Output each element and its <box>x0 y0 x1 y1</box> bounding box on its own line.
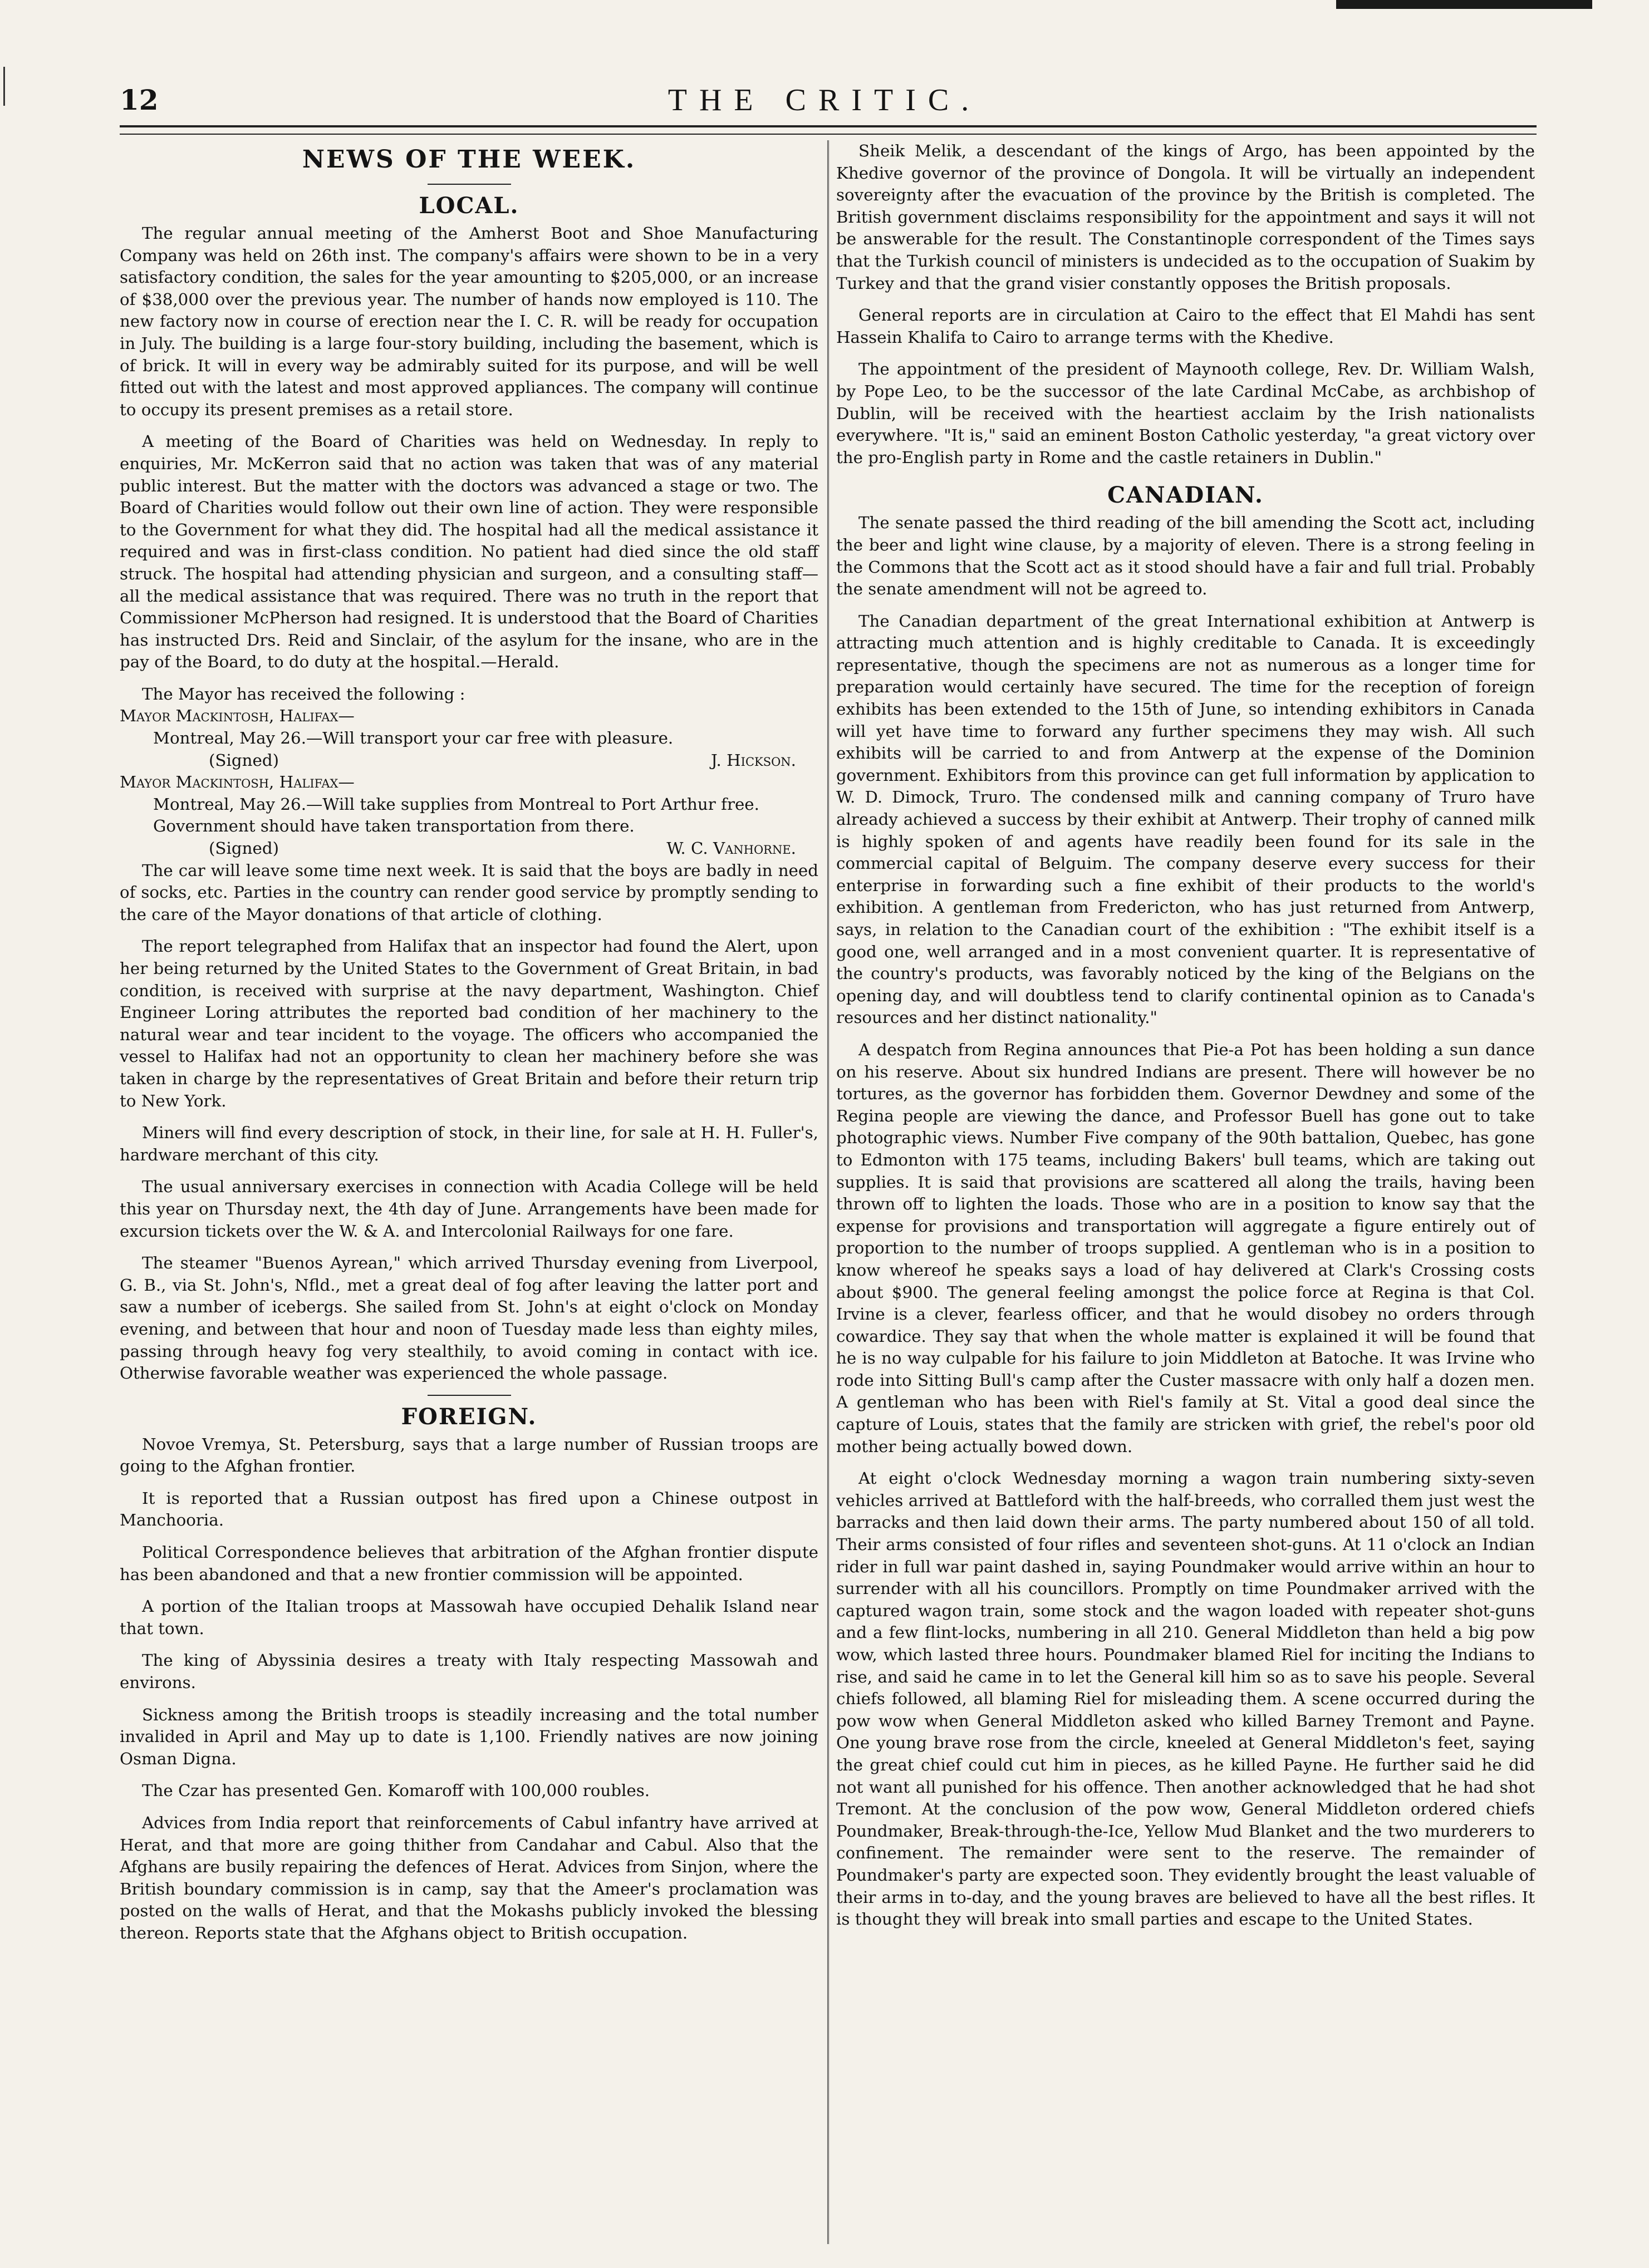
article-paragraph: The usual anniversary exercises in connection with Acadia College will be held this year on Thursday next, the 4th day of June. Arrangements have been made for excursion tickets over the W. & A. and Intercolonial Railways for one fare. <box>120 1177 818 1241</box>
masthead: THE CRITIC. <box>668 83 981 117</box>
article-paragraph: A despatch from Regina announces that Pie-a Pot has been holding a sun dance on his reserve. About six hundred Indians are present. There will however be no tortures, as the governor has forbidden them. Governor Dewdney and some of the Regina people are viewing the dance, and Professor Buell has gone out to take photographic views. Number Five company of the 90th battalion, Quebec, has gone to Edmonton with 175 teams, including Bakers' bull teams, which are taking out supplies. It is said that provisions are scattered all along the trails, having been thrown off to lighten the loads. Those who are in a position to know say that the expense for provisions and transportation will aggregate a figure entirely out of proportion to the number of troops supplied. A gentleman who is in a position to know whereof he speaks says a load of hay delivered at Clark's Crossing costs about $900. The general feeling amongst the police force at Regina is that Col. Irvine is a clever, fearless officer, and that he would disobey no orders through cowardice. They say that when the whole matter is explained it will be found that he is no way culpable for his failure to join Middleton at Batoche. It was Irvine who rode into Sitting Bull's camp after the Custer massacre with only half a dozen men. A gentleman who has been with Riel's family at St. Vital a good deal since the capture of Louis, states that the family are stricken with grief, the rebel's poor old mother being actually bowed down. <box>836 1040 1535 1456</box>
page-number: 12 <box>120 83 159 116</box>
article-paragraph: The appointment of the president of Maynooth college, Rev. Dr. William Walsh, by Pope Leo, to be the successor of the late Cardinal McCabe, as archbishop of Dublin, will be received with the heartiest acclaim by the Irish nationalists everywhere. "It is," said an eminent Boston Catholic yesterday, "a great victory over the pro-English party in Rome and the castle retainers in Dublin." <box>836 360 1535 467</box>
article-paragraph: The senate passed the third reading of the bill amending the Scott act, including the beer and light wine clause, by a majority of eleven. There is a strong feeling in the Commons that the Scott act as it stood should have a fair and full trial. Probably the senate amendment will not be agreed to. <box>836 513 1535 599</box>
article-paragraph: The steamer "Buenos Ayrean," which arrived Thursday evening from Liverpool, G. B., via St. John's, Nfld., met a great deal of fog after leaving the latter port and saw a number of icebergs. She sailed from St. John's at eight o'clock on Monday evening, and between that hour and noon of Tuesday made less than eighty miles, passing through heavy fog very stealthily, to avoid coming in contact with ice. Otherwise favorable weather was experienced the whole passage. <box>120 1253 818 1383</box>
signed-label: (Signed) <box>209 750 279 770</box>
foreign-heading: FOREIGN. <box>401 1403 537 1430</box>
local-heading: LOCAL. <box>419 193 519 219</box>
article-paragraph: A portion of the Italian troops at Massowah have occupied Dehalik Island near that town. <box>120 1597 818 1638</box>
canadian-heading: CANADIAN. <box>1107 482 1264 509</box>
article-paragraph: The regular annual meeting of the Amherst Boot and Shoe Manufacturing Company was held on 26th inst. The company's affairs were shown to be in a very satisfactory condition, the sales for the year amounting to $205,000, or an increase of $38,000 over the previous year. The number of hands now employed is 110. The new factory now in course of erection near the I. C. R. will be ready for occupation in July. The building is a large four-story building, including the basement, which is of brick. It will in every way be admirably suited for its purpose, and will be well fitted out with the latest and most approved appliances. The company will continue to occupy its present premises as a retail store. <box>120 224 818 419</box>
article-paragraph: Political Correspondence believes that arbitration of the Afghan frontier dispute has been abandoned and that a new frontier commission will be appointed. <box>120 1543 818 1584</box>
article-paragraph: The report telegraphed from Halifax that an inspector had found the Alert, upon her being returned by the United States to the Government of Great Britain, in bad condition, is received with surprise at the navy department, Washington. Chief Engineer Loring attributes the reported bad condition of her machinery to the natural wear and tear incident to the voyage. The officers who accompanied the vessel to Halifax had not an opportunity to clean her machinery before she was taken in charge by the representatives of Great Britain and before their return trip to New York. <box>120 937 818 1110</box>
telegram-body: Montreal, May 26.—Will take supplies from Montreal to Port Arthur free. Government should have taken transportation from there. <box>153 794 759 836</box>
telegram-body: Montreal, May 26.—Will transport your car free with pleasure. <box>153 729 674 748</box>
article-paragraph: The king of Abyssinia desires a treaty with Italy respecting Massowah and environs. <box>120 1651 818 1693</box>
article-paragraph: Novoe Vremya, St. Petersburg, says that a large number of Russian troops are going to the Afghan frontier. <box>120 1434 818 1476</box>
article-paragraph: The Czar has presented Gen. Komaroff with 100,000 roubles. <box>142 1781 650 1800</box>
article-paragraph: A meeting of the Board of Charities was held on Wednesday. In reply to enquiries, Mr. McKerron said that no action was taken that was of any material public interest. But the matter with the doctors was advanced a stage or two. The Board of Charities would follow out their own line of action. They were responsible to the Government for what they did. The hospital had all the medical assistance it required and was in first-class condition. No patient had died since the old staff struck. The hospital had attending physician and surgeon, and a consulting staff—all the medical assistance that was required. There was no truth in the report that Commissioner McPherson had resigned. It is understood that the Board of Charities has instructed Drs. Reid and Sinclair, of the asylum for the insane, who are in the pay of the Board, to do duty at the hospital.—Herald. <box>120 432 818 672</box>
mayor-intro: The Mayor has received the following : <box>142 684 465 703</box>
section-rule <box>428 1395 511 1396</box>
mayor-telegrams <box>120 683 818 860</box>
telegram-recipient: Mayor Mackintosh, Halifax— <box>120 773 355 792</box>
telegram-signature <box>120 750 818 772</box>
telegram-sender: W. C. Vanhorne. <box>666 839 796 858</box>
article-paragraph: At eight o'clock Wednesday morning a wagon train numbering sixty-seven vehicles arrived at Battleford with the half-breeds, who corralled them just west the barracks and then laid down their arms. The party numbered about 150 of all told. Their arms consisted of four rifles and seventeen shot-guns. At 11 o'clock an Indian rider in full war paint dashed in, saying Poundmaker would arrive within an hour to surrender with all his councillors. Promptly on time Poundmaker arrived with the captured wagon train, some stock and the wagon loaded with repeater shot-guns and a few flint-locks, numbering in all 210. General Middleton than held a big pow wow, which lasted three hours. Poundmaker blamed Riel for inciting the Indians to rise, and said he came in to let the General kill him so as to save his people. Several chiefs followed, all blaming Riel for misleading them. A scene occurred during the pow wow when General Middleton asked who killed Barney Tremont and Payne. One young brave rose from the circle, kneeled at General Middleton's feet, saying the great chief could cut him in pieces, as he killed Payne. He further said he did not want all punished for his offence. Then another acknowledged that he had shot Tremont. At the conclusion of the pow wow, General Middleton ordered chiefs Poundmaker, Break-through-the-Ice, Yellow Mud Blanket and the two murderers to confinement. The remainder were sent to the reserve. The remainder of Poundmaker's party are expected soon. They evidently brought the least valuable of their arms in to-day, and the young braves are believed to have all the best rifles. It is thought they will break into small parties and escape to the United States. <box>836 1469 1535 1929</box>
telegram-recipient: Mayor Mackintosh, Halifax— <box>120 706 355 726</box>
left-column <box>120 140 818 1955</box>
column-divider <box>827 140 829 2244</box>
article-paragraph: Sheik Melik, a descendant of the kings of Argo, has been appointed by the Khedive governor of the province of Dongola. It will be virtually an independent sovereignty after the evacuation of the province by the British is completed. The British government disclaims responsibility for the appointment and says it will not be answerable for the result. The Constantinople correspondent of the Times says that the Turkish council of ministers is undecided as to the occupation of Suakim by Turkey and that the grand visier constantly opposes the British proposals. <box>836 141 1535 293</box>
right-column <box>836 140 1535 1941</box>
article-paragraph: Advices from India report that reinforcements of Cabul infantry have arrived at Herat, and that more are going thither from Candahar and Cabul. Also that the Afghans are busily repairing the defences of Herat. Advices from Sinjon, where the British boundary commission is in camp, say that the Ameer's proclamation was posted on the walls of Herat, and that the Mokashs publicly invoked the blessing thereon. Reports state that the Afghans object to British occupation. <box>120 1813 818 1942</box>
signed-label: (Signed) <box>209 839 279 858</box>
article-paragraph: It is reported that a Russian outpost has fired upon a Chinese outpost in Manchooria. <box>120 1488 818 1530</box>
article-paragraph: The Canadian department of the great International exhibition at Antwerp is attracting much attention and is highly creditable to Canada. It is exceedingly representative, though the specimens are not as numerous as a longer time for preparation would certainly have secured. The time for the reception of foreign exhibits has been extended to the 15th of June, so intending exhibitors in Canada will yet have time to forward any further specimens they may wish. All such exhibits will be carried to and from Antwerp at the expense of the Dominion government. Exhibitors from this province can get full information by application to W. D. Dimock, Truro. The condensed milk and canning company of Truro have already achieved a success by their exhibit at Antwerp. Their trophy of canned milk is highly spoken of and agents have readily been found for its sale in the commercial capital of Belguim. The company deserve every success for their enterprise in forwarding such a fine exhibit of their products to the world's exhibition. A gentleman from Fredericton, who has just returned from Antwerp, says, in relation to the Canadian court of the exhibition : "The exhibit itself is a good one, well arranged and in a most convenient quarter. It is representative of the country's products, was favorably noticed by the king of the Belgians on the opening day, and will doubtless tend to clarify continental opinion as to Canada's resources and her distinct nationality." <box>836 611 1535 1027</box>
header-rule-thick <box>120 125 1537 127</box>
article-paragraph: Miners will find every description of stock, in their line, for sale at H. H. Fuller's, hardware merchant of this city. <box>120 1123 818 1164</box>
article-paragraph: General reports are in circulation at Cairo to the effect that El Mahdi has sent Hassein Khalifa to Cairo to arrange terms with the Khedive. <box>836 306 1535 347</box>
telegram-sender: J. Hickson. <box>711 750 796 770</box>
top-edge-bar <box>1336 0 1592 9</box>
article-paragraph: Sickness among the British troops is steadily increasing and the total number invalided in April and May up to date is 1,100. Friendly natives are now joining Osman Digna. <box>120 1705 818 1768</box>
header-rule-thin <box>120 134 1537 135</box>
title-rule <box>428 184 511 185</box>
section-title: NEWS OF THE WEEK. <box>302 145 636 174</box>
telegram-signature <box>120 838 818 860</box>
article-paragraph: The car will leave some time next week. It is said that the boys are badly in need of socks, etc. Parties in the country can render good service by promptly sending to the care of the Mayor donations of that article of clothing. <box>120 860 818 924</box>
